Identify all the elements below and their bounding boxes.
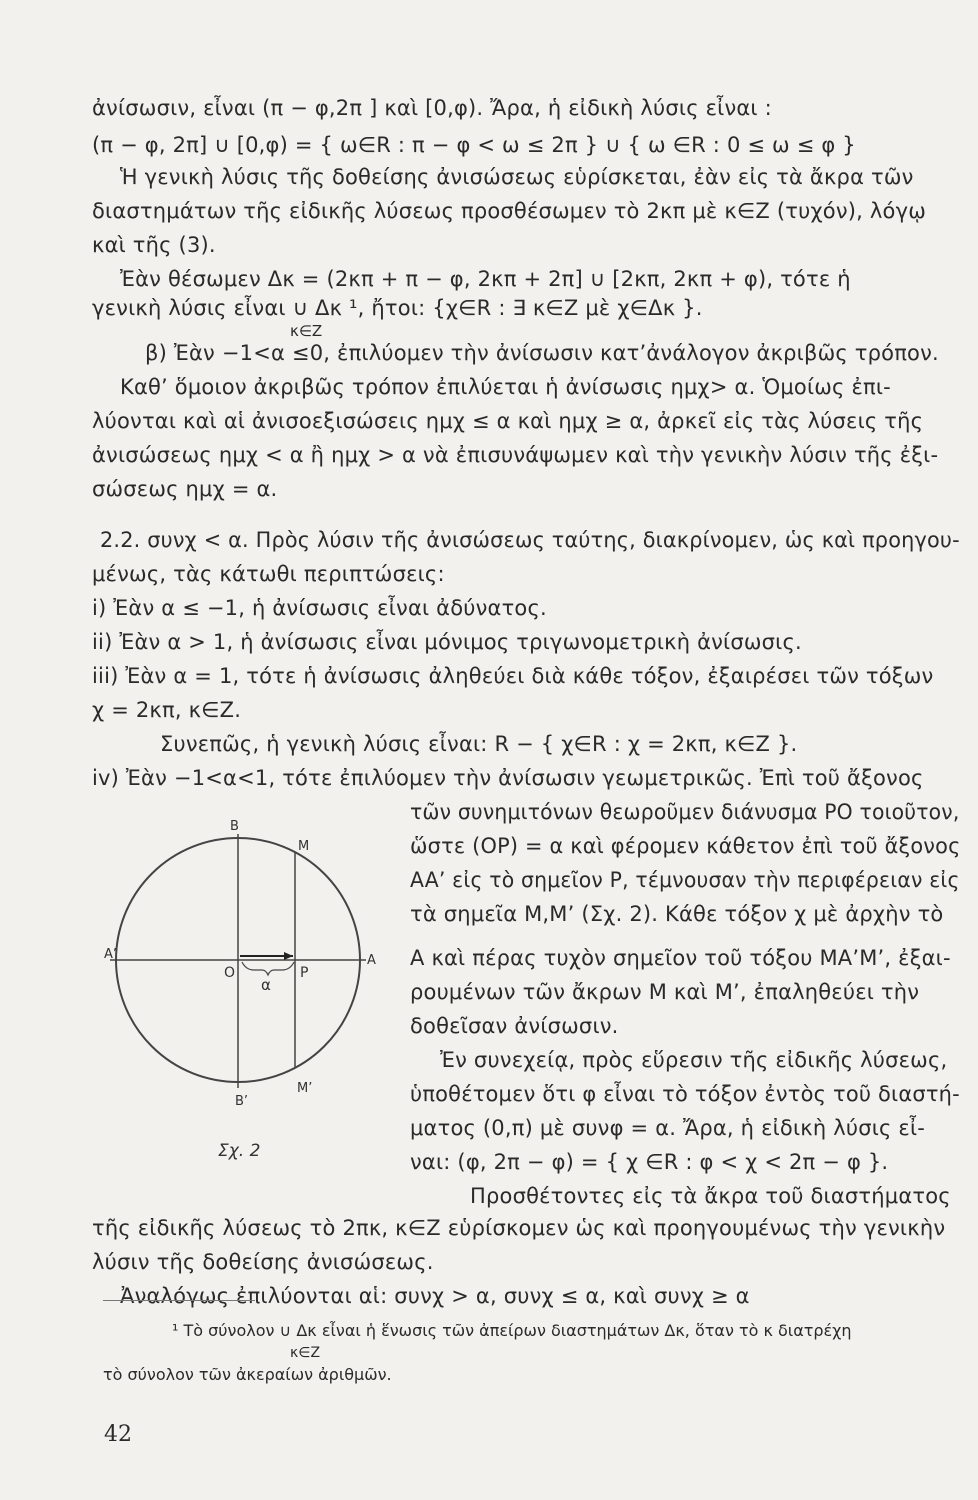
footnote-line: ¹ Τὸ σύνολον ∪ Δκ εἶναι ἡ ἕνωσις τῶν ἀπείρων διαστημάτων Δκ, ὅταν τὸ κ διατρέχη <box>172 1321 852 1340</box>
text-line: λύονται καὶ αἱ ἀνισοεξισώσεις ημχ ≤ α καὶ ημχ ≥ α, ἀρκεῖ εἰς τὰς λύσεις τῆς <box>92 409 924 433</box>
footnote-rule <box>103 1300 255 1301</box>
text-line: Ἡ γενικὴ λύσις τῆς δοθείσης ἀνισώσεως εὑρίσκεται, ἐὰν εἰς τὰ ἄκρα τῶν <box>120 165 914 189</box>
text-line: Ἐν συνεχείᾳ, πρὸς εὕρεσιν τῆς εἰδικῆς λύσεως, <box>440 1048 948 1072</box>
section-heading-line: 2.2. συνχ < α. Πρὸς λύσιν τῆς ἀνισώσεως ταύτης, διακρίνομεν, ὡς καὶ προηγου- <box>100 528 960 552</box>
figure-caption: Σχ. 2 <box>218 1141 261 1161</box>
text-line: Καθ’ ὅμοιον ἀκριβῶς τρόπον ἐπιλύεται ἡ ἀνίσωσις ημχ> α. Ὁμοίως ἐπι- <box>120 375 891 399</box>
label-m-prime: M’ <box>297 1081 313 1096</box>
text-line: ὑποθέτομεν ὅτι φ εἶναι τὸ τόξον ἐντὸς τοῦ διαστή- <box>410 1082 960 1106</box>
text-line: β) Ἐὰν −1<α ≤0, ἐπιλύομεν τὴν ἀνίσωσιν κατ’ἀνάλογον ἀκριβῶς τρόπον. <box>145 341 939 365</box>
text-line: τῶν συνημιτόνων θεωροῦμεν διάνυσμα PO τοιοῦτον, <box>410 800 960 824</box>
text-line: A καὶ πέρας τυχὸν σημεῖον τοῦ τόξου MA’M’, ἐξαι- <box>410 946 951 970</box>
text-line: χ = 2κπ, κ∈Z. <box>92 698 242 722</box>
math-line: (π − φ, 2π] ∪ [0,φ) = { ω∈R : π − φ < ω ≤ 2π } ∪ { ω ∈R : 0 ≤ ω ≤ φ } <box>92 133 856 157</box>
text-line: iv) Ἐὰν −1<α<1, τότε ἐπιλύομεν τὴν ἀνίσωσιν γεωμετρικῶς. Ἐπὶ τοῦ ἄξονος <box>92 766 924 790</box>
text-line: Ἐὰν θέσωμεν Δκ = (2κπ + π − φ, 2κπ + 2π] ∪ [2κπ, 2κπ + φ), τότε ἡ <box>120 267 851 291</box>
text-line: Προσθέτοντες εἰς τὰ ἄκρα τοῦ διαστήματος <box>470 1184 951 1208</box>
text-line: ὥστε (OP) = α καὶ φέρομεν κάθετον ἐπὶ τοῦ ἄξονος <box>410 834 961 858</box>
footnote-index: κ∈Z <box>290 1345 321 1361</box>
text-line: δοθεῖσαν ἀνίσωσιν. <box>410 1014 619 1038</box>
text-line: μένως, τὰς κάτωθι περιπτώσεις: <box>92 562 445 586</box>
text-line: ii) Ἐὰν α > 1, ἡ ἀνίσωσις εἶναι μόνιμος τριγωνομετρικὴ ἀνίσωσις. <box>92 630 802 654</box>
label-alpha: α <box>261 976 271 994</box>
text-line: καὶ τῆς (3). <box>92 233 216 257</box>
text-line: Ἀναλόγως ἐπιλύονται αἱ: συνχ > α, συνχ ≤ α, καὶ συνχ ≥ α <box>120 1284 750 1308</box>
union-index: κ∈Z <box>290 322 323 340</box>
text-line: διαστημάτων τῆς εἰδικῆς λύσεως προσθέσωμεν τὸ 2κπ μὲ κ∈Z (τυχόν), λόγῳ <box>92 199 926 223</box>
text-line: ἀνισώσεως ημχ < α ἢ ημχ > α νὰ ἐπισυνάψωμεν καὶ τὴν γενικὴν λύσιν τῆς ἐξι- <box>92 443 939 467</box>
text-line: iii) Ἐὰν α = 1, τότε ἡ ἀνίσωσις ἀληθεύει διὰ κάθε τόξον, ἐξαιρέσει τῶν τόξων <box>92 664 934 688</box>
label-b-prime: B’ <box>235 1094 249 1109</box>
text-line: AA’ εἰς τὸ σημεῖον P, τέμνουσαν τὴν περιφέρειαν εἰς <box>410 868 960 892</box>
label-m: M <box>298 839 310 854</box>
alpha-brace <box>242 962 294 975</box>
text-line: γενικὴ λύσις εἶναι ∪ Δκ ¹, ἤτοι: {χ∈R : ∃ κ∈Z μὲ χ∈Δκ }. <box>92 296 703 320</box>
vector-arrowhead <box>284 952 293 960</box>
text-line: λύσιν τῆς δοθείσης ἀνισώσεως. <box>92 1250 434 1274</box>
text-line: τὰ σημεῖα M,M’ (Σχ. 2). Κάθε τόξον χ μὲ ἀρχὴν τὸ <box>410 902 944 926</box>
text-line: ἀνίσωσιν, εἶναι (π − φ,2π ] καὶ [0,φ). Ἄρα, ἡ εἰδικὴ λύσις εἶναι : <box>92 96 772 120</box>
label-b: B <box>230 819 239 834</box>
label-a-prime: A’ <box>104 947 118 962</box>
text-line: σώσεως ημχ = α. <box>92 477 278 501</box>
text-line: i) Ἐὰν α ≤ −1, ἡ ἀνίσωσις εἶναι ἀδύνατος. <box>92 596 547 620</box>
label-a: A <box>367 953 376 968</box>
unit-circle-figure <box>90 800 400 1170</box>
text-line: ναι: (φ, 2π − φ) = { χ ∈R : φ < χ < 2π − φ }. <box>410 1150 889 1174</box>
text-line: ρουμένων τῶν ἄκρων M καὶ M’, ἐπαληθεύει τὴν <box>410 980 920 1004</box>
text-line: Συνεπῶς, ἡ γενικὴ λύσις εἶναι: R − { χ∈R : χ = 2κπ, κ∈Z }. <box>160 732 798 756</box>
text-line: ματος (0,π) μὲ συνφ = α. Ἄρα, ἡ εἰδικὴ λύσις εἶ- <box>410 1116 926 1140</box>
footnote-line: τὸ σύνολον τῶν ἀκεραίων ἀριθμῶν. <box>103 1365 392 1384</box>
text-line: τῆς εἰδικῆς λύσεως τὸ 2πκ, κ∈Z εὑρίσκομεν ὡς καὶ προηγουμένως τὴν γενικὴν <box>92 1216 946 1240</box>
label-o: O <box>224 965 236 981</box>
page-number: 42 <box>104 1422 132 1447</box>
label-p: P <box>300 965 309 981</box>
